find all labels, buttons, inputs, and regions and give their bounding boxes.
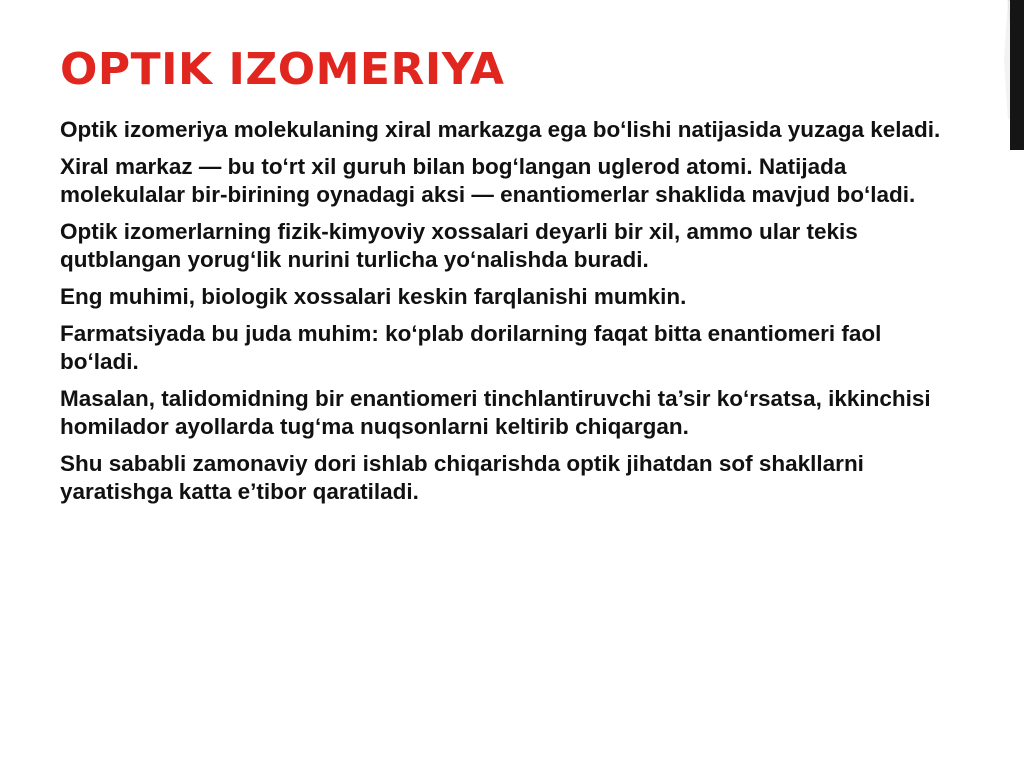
paragraph: Eng muhimi, biologik xossalari keskin farqlanishi mumkin. [60, 284, 687, 309]
paragraph: Farmatsiyada bu juda muhim: ko‘plab dorilarning faqat bitta enantiomeri faol bo‘ladi. [60, 321, 882, 374]
paragraph: Xiral markaz — bu to‘rt xil guruh bilan bog‘langan uglerod atomi. Natijada molekulalar bir-birining oynadagi aksi — enantiomerlar shaklida mavjud bo‘ladi. [60, 154, 916, 207]
paragraph: Masalan, talidomidning bir enantiomeri tinchlantiruvchi ta’sir ko‘rsatsa, ikkinchisi homilador ayollarda tug‘ma nuqsonlarni keltirib chiqargan. [60, 386, 931, 439]
paragraph: Optik izomeriya molekulaning xiral markazga ega bo‘lishi natijasida yuzaga keladi. [60, 117, 941, 142]
slide-body [60, 116, 960, 515]
slide-title: OPTIK IZOMERIYA [60, 44, 505, 95]
accent-bar [1010, 0, 1024, 150]
paragraph: Shu sababli zamonaviy dori ishlab chiqarishda optik jihatdan sof shakllarni yaratishga katta e’tibor qaratiladi. [60, 451, 864, 504]
paragraph: Optik izomerlarning fizik-kimyoviy xossalari deyarli bir xil, ammo ular tekis qutblangan yorug‘lik nurini turlicha yo‘nalishda buradi. [60, 219, 858, 272]
